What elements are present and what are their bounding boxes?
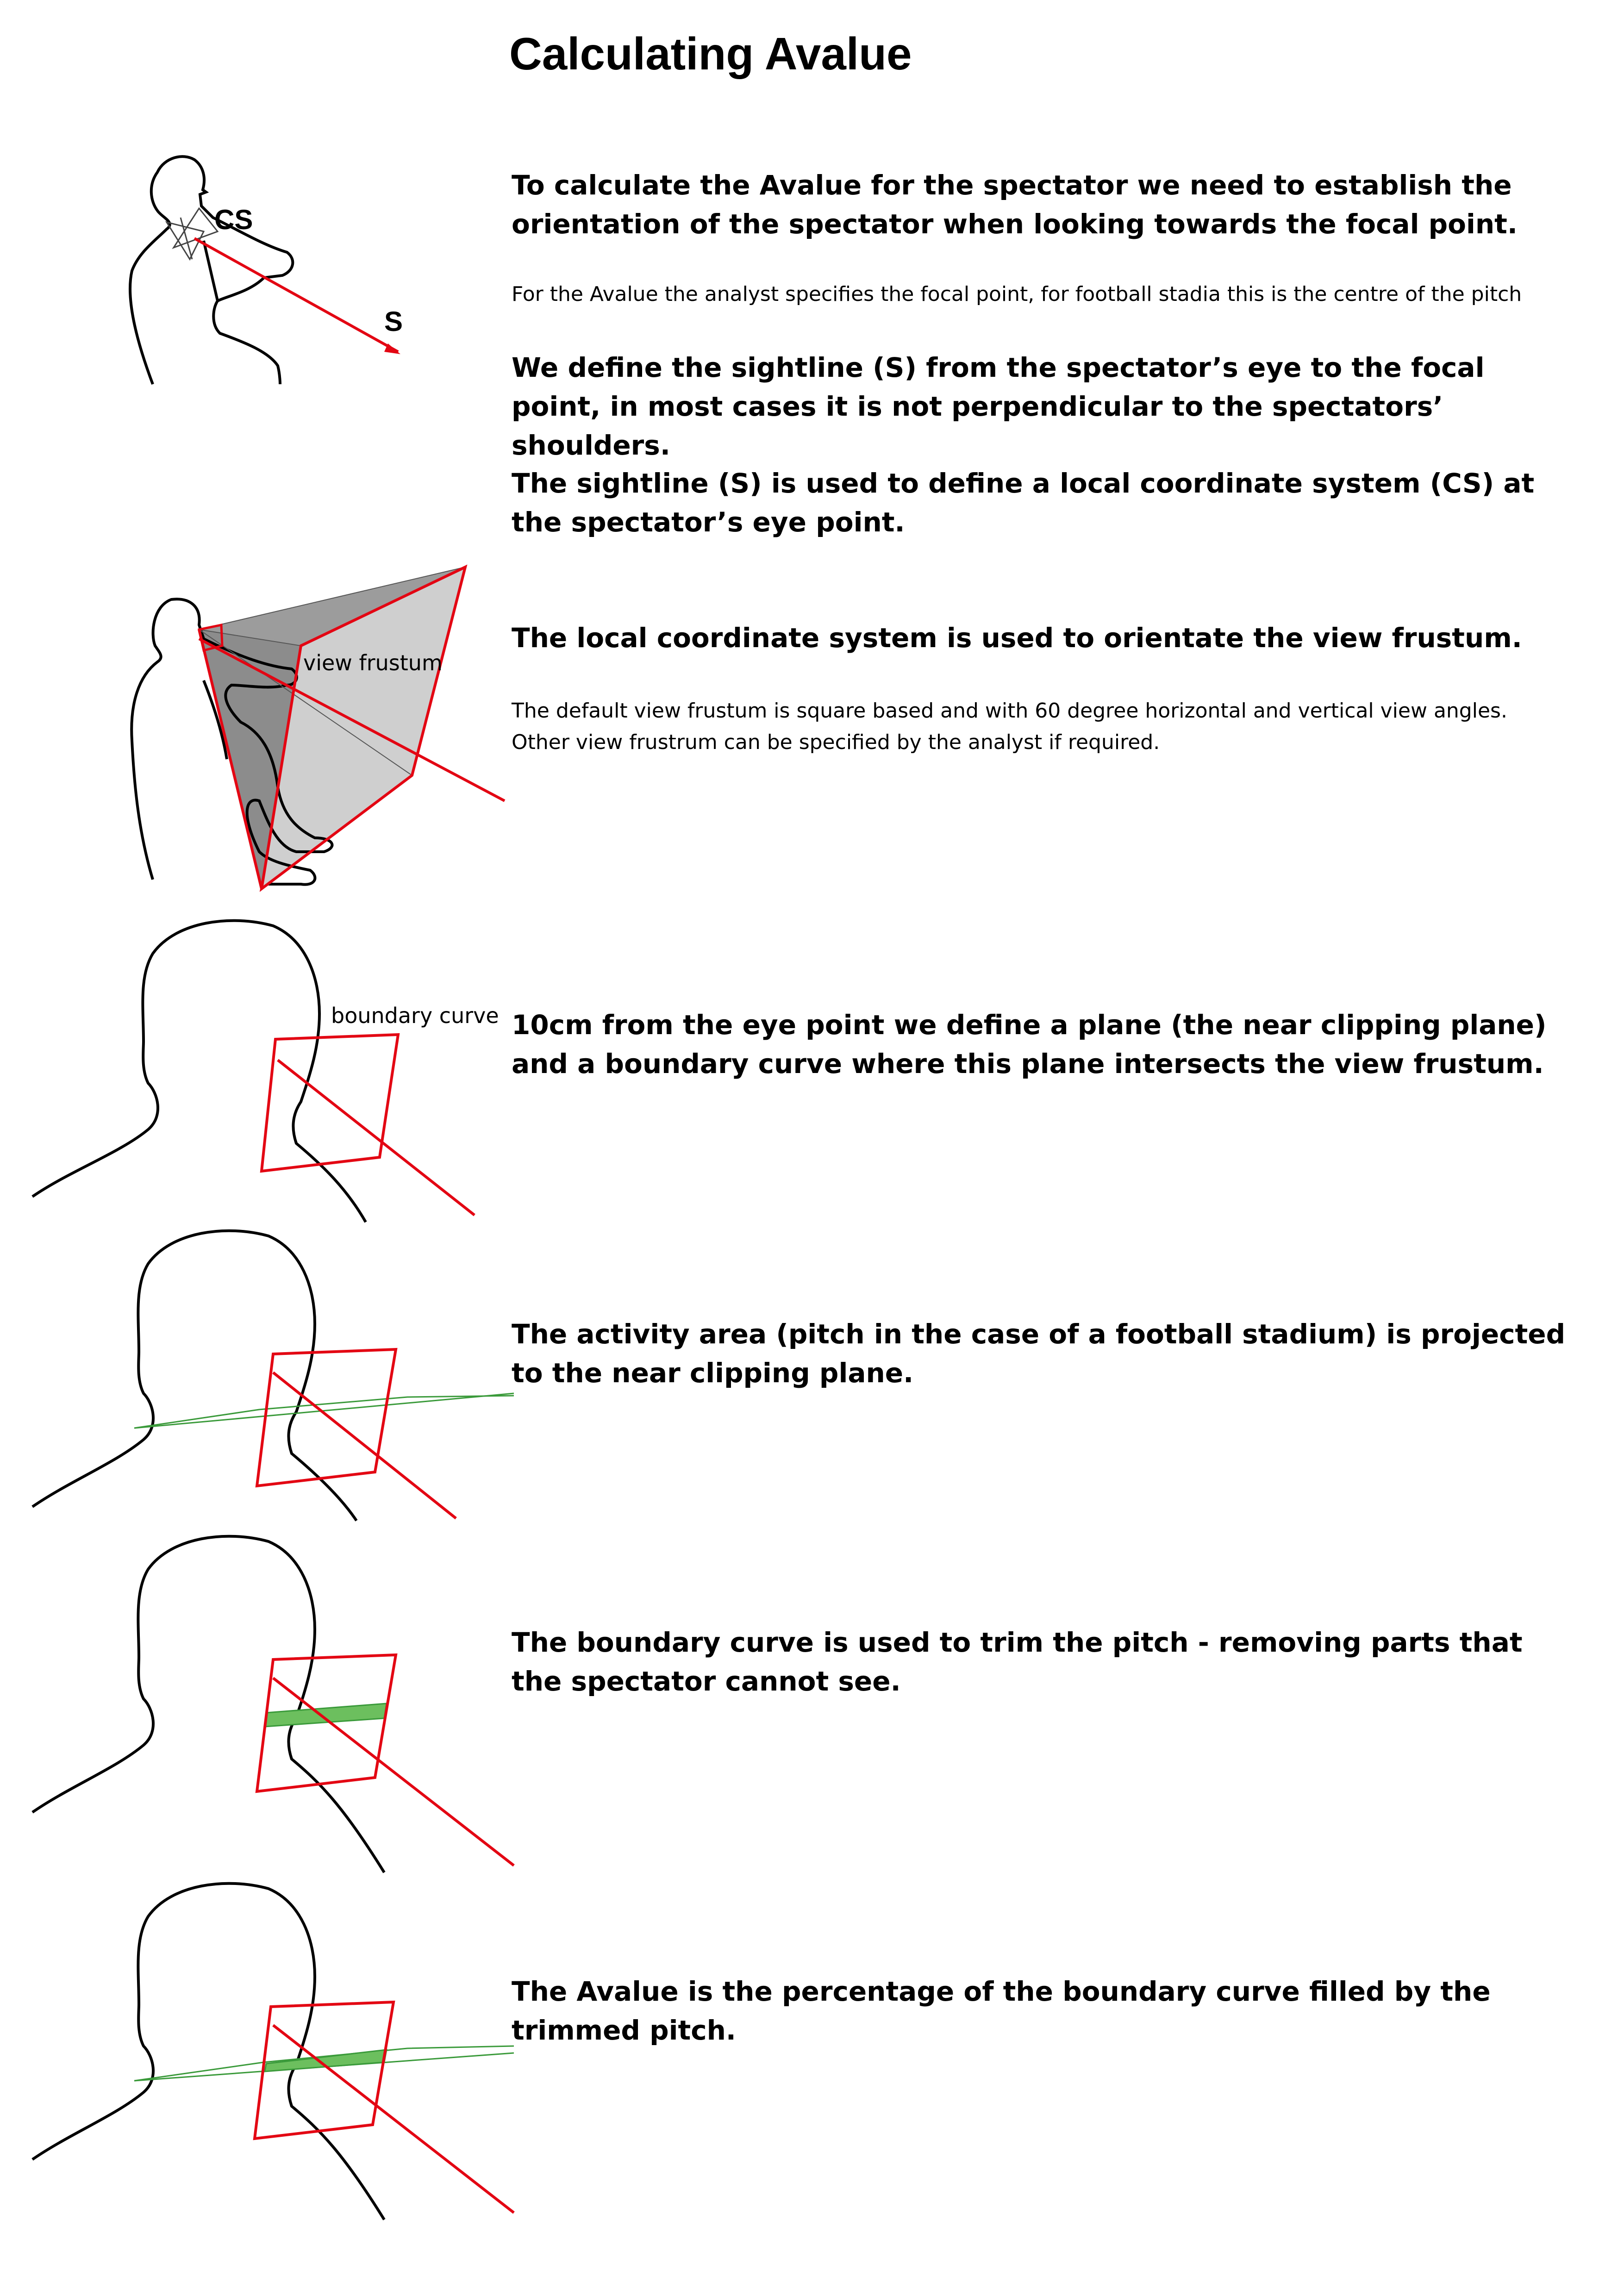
head-silhouette-5 [32, 1536, 384, 1872]
s-label: S [384, 306, 403, 337]
sightline-s-6 [273, 2025, 514, 2213]
sightline-s-4 [273, 1373, 456, 1518]
sightline-s-5 [273, 1678, 514, 1866]
head-silhouette-3 [32, 921, 366, 1222]
step1-cs-text: The sightline (S) is used to define a local coordinate system (CS) at the spectator’s eye point. [512, 468, 1535, 538]
trimmed-pitch-fill [265, 1703, 387, 1727]
head-silhouette-6 [32, 1884, 384, 2220]
figure-avalue [32, 1884, 514, 2220]
cs-label: CS [214, 204, 253, 235]
view-frustum-label: view frustum [303, 650, 443, 675]
step3-heading: 10cm from the eye point we define a plane (the near clipping plane) and a boundary curve where this plane intersects the view frustum. [512, 1009, 1547, 1079]
figure-trimmed-pitch [32, 1536, 514, 1872]
near-clipping-plane [257, 1349, 396, 1486]
diagram-figures [0, 0, 518, 2296]
step1-heading: To calculate the Avalue for the spectator we need to establish the orientation of the spectator when looking towards the focal point. [512, 169, 1518, 240]
boundary-curve-plane [262, 1035, 398, 1171]
step1-note: For the Avalue the analyst specifies the focal point, for football stadia this is the centre of the pitch [512, 282, 1522, 306]
sightline-s-3 [278, 1060, 475, 1215]
boundary-curve-label: boundary curve [331, 1003, 499, 1028]
figure-boundary-curve [32, 921, 499, 1222]
step5-heading: The boundary curve is used to trim the pitch - removing parts that the spectator cannot see. [512, 1627, 1523, 1697]
projected-pitch-lines [134, 1393, 514, 1428]
step6-heading: The Avalue is the percentage of the boundary curve filled by the trimmed pitch. [512, 1976, 1491, 2046]
step2-note: The default view frustum is square based and with 60 degree horizontal and vertical view angles. Other view frustrum can be specified by the analyst if required. [512, 699, 1507, 754]
figure-sightline [130, 156, 293, 384]
step1-sightline-text: We define the sightline (S) from the spectator’s eye to the focal point, in most cases it is not perpendicular to the spectators’ shoulders. [512, 352, 1485, 461]
head-silhouette-4 [32, 1231, 356, 1521]
step4-heading: The activity area (pitch in the case of a football stadium) is projected to the near clipping plane. [512, 1318, 1566, 1389]
step2-heading: The local coordinate system is used to orientate the view frustum. [512, 622, 1522, 654]
figure-view-frustum [131, 567, 505, 889]
page-title: Calculating Avalue [509, 28, 912, 79]
figure-pitch-projection [32, 1231, 514, 1521]
